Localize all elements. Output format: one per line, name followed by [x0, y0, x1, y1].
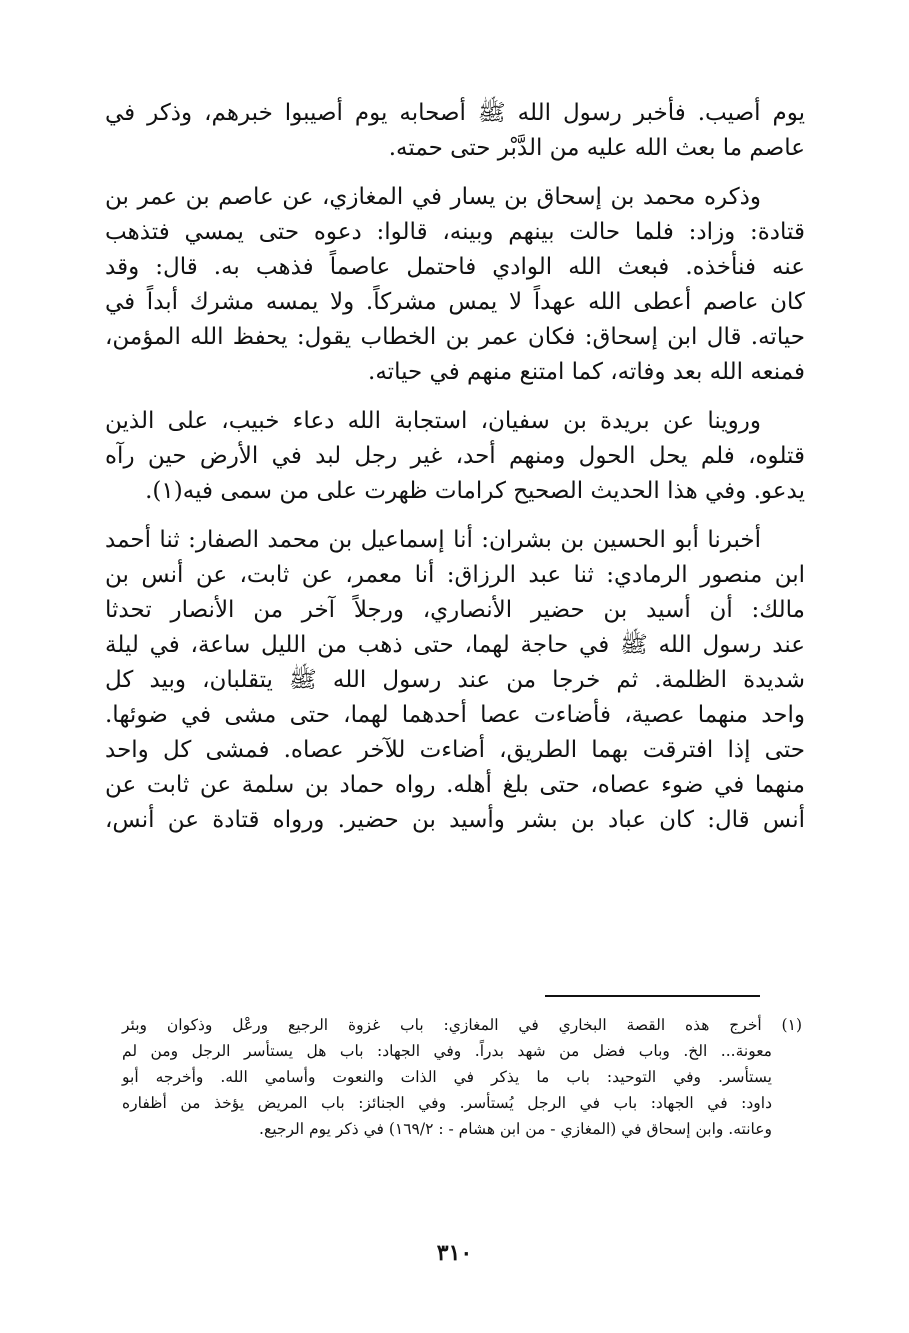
footnote-divider — [545, 995, 760, 997]
footnote-line: يستأسر. وفي التوحيد: باب ما يذكر في الذات والنعوت وأسامي الله. وأخرجه أبو — [122, 1068, 772, 1086]
text-line: شديدة الظلمة. ثم خرجا من عند رسول الله ﷺ يتقلبان، وبيد كل — [105, 667, 805, 693]
text-line: مالك: أن أسيد بن حضير الأنصاري، ورجلاً آخر من الأنصار تحدثا — [105, 597, 805, 623]
text-line: قتلوه، فلم يحل الحول ومنهم أحد، غير رجل لبد في الأرض حين رآه — [105, 443, 805, 469]
text-line: حتى إذا افترقت بهما الطريق، أضاءت للآخر عصاه. فمشى كل واحد — [105, 737, 805, 763]
text-line: يدعو. وفي هذا الحديث الصحيح كرامات ظهرت على من سمى فيه(١). — [145, 478, 805, 504]
text-line: أنس قال: كان عباد بن بشر وأسيد بن حضير. ورواه قتادة عن أنس، — [105, 807, 805, 833]
footnote-line: (١) أخرج هذه القصة البخاري في المغازي: باب غزوة الرجيع ورعْل وذكوان وبئر — [122, 1016, 802, 1034]
text-line: واحد منهما عصية، فأضاءت عصا أحدهما لهما، حتى مشى في ضوئها. — [105, 702, 805, 728]
paragraph-gap — [105, 166, 805, 180]
text-line: منهما في ضوء عصاه، حتى بلغ أهله. رواه حماد بن سلمة عن ثابت عن — [105, 772, 805, 798]
footnote-line: وعانته. وابن إسحاق في (المغازي - من ابن هشام - : ١٦٩/٢) في ذكر يوم الرجيع. — [259, 1120, 772, 1138]
text-line: عنه فنأخذه. فبعث الله الوادي فاحتمل عاصماً فذهب به. قال: وقد — [105, 254, 805, 280]
paragraph-gap — [105, 509, 805, 523]
main-text — [105, 96, 805, 838]
text-line: وروينا عن بريدة بن سفيان، استجابة الله دعاء خبيب، على الذين — [105, 408, 761, 434]
footnote-line: داود: في الجهاد: باب في الرجل يُستأسر. وفي الجنائز: باب المريض يؤخذ من أظفاره — [122, 1094, 772, 1112]
footnote-line: معونة... الخ. وباب فضل من شهد بدراً. وفي الجهاد: باب هل يستأسر الرجل ومن لم — [122, 1042, 772, 1060]
text-line: وذكره محمد بن إسحاق بن يسار في المغازي، عن عاصم بن عمر بن — [105, 184, 761, 210]
page-number: ٣١٠ — [436, 1240, 473, 1266]
text-line: حياته. قال ابن إسحاق: فكان عمر بن الخطاب يقول: يحفظ الله المؤمن، — [105, 324, 805, 350]
text-line: عند رسول الله ﷺ في حاجة لهما، حتى ذهب من الليل ساعة، في ليلة — [105, 632, 805, 658]
text-line: فمنعه الله بعد وفاته، كما امتنع منهم في حياته. — [368, 359, 805, 385]
text-line: عاصم ما بعث الله عليه من الدَّبْر حتى حمته. — [388, 135, 805, 161]
text-line: ابن منصور الرمادي: ثنا عبد الرزاق: أنا معمر، عن ثابت، عن أنس بن — [105, 562, 805, 588]
paragraph-gap — [105, 390, 805, 404]
text-line: قتادة: وزاد: فلما حالت بينهم وبينه، قالوا: دعوه حتى يمسي فتذهب — [105, 219, 805, 245]
footnotes — [122, 1012, 802, 1142]
text-line: كان عاصم أعطى الله عهداً لا يمس مشركاً. ولا يمسه مشرك أبداً في — [105, 289, 805, 315]
text-line: يوم أصيب. فأخبر رسول الله ﷺ أصحابه يوم أصيبوا خبرهم، وذكر في — [105, 100, 805, 126]
text-line: أخبرنا أبو الحسين بن بشران: أنا إسماعيل بن محمد الصفار: ثنا أحمد — [105, 527, 761, 553]
